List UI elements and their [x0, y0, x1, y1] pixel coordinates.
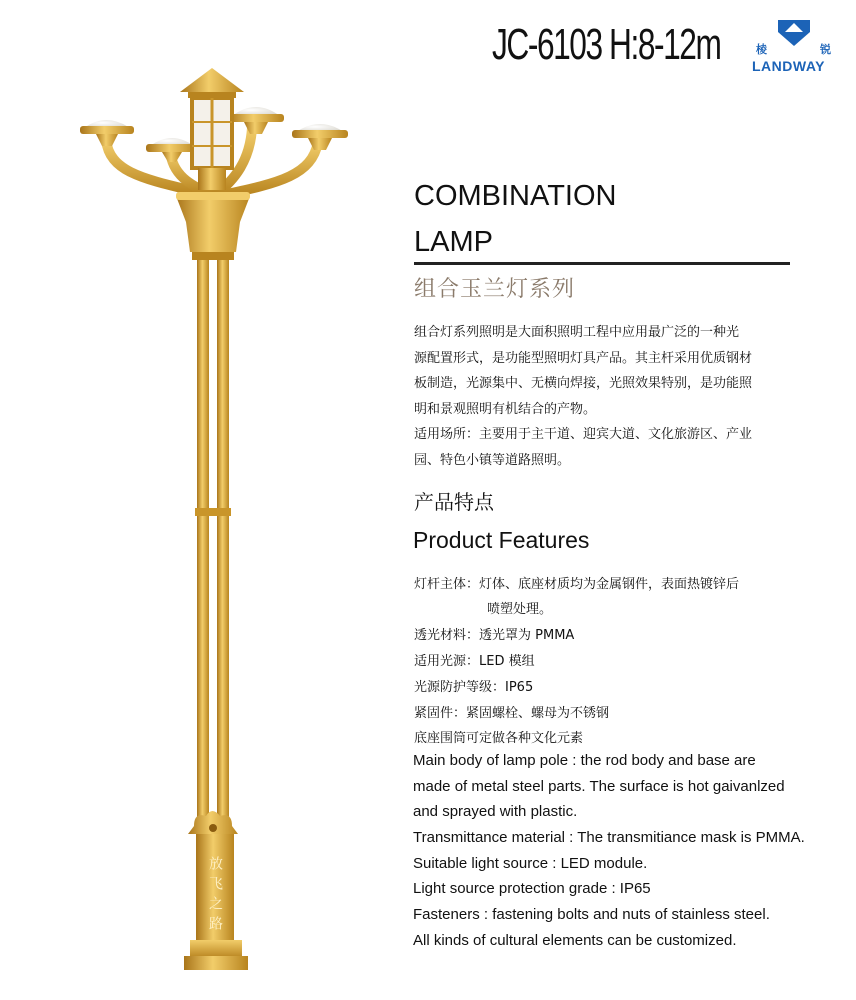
logo-wordmark: LANDWAY — [752, 58, 825, 74]
description-line: 明和景观照明有机结合的产物。 — [414, 401, 597, 417]
logo-char-right: 锐 — [820, 43, 831, 56]
spec-line: 透光材料：透光罩为 PMMA — [414, 628, 575, 643]
title-divider — [414, 262, 790, 265]
triangle-logo-icon — [774, 18, 814, 48]
spec-line-en: Fasteners : fastening bolts and nuts of stainless steel. — [413, 906, 770, 923]
description-line: 园、特色小镇等道路照明。 — [414, 452, 571, 468]
spec-line: 紧固件：紧固螺栓、螺母为不锈钢 — [414, 706, 610, 721]
spec-line-en: Main body of lamp pole : the rod body and base are — [413, 752, 756, 769]
description-line: 组合灯系列照明是大面积照明工程中应用最广泛的一种光 — [414, 325, 740, 340]
description-line: 适用场所：主要用于主干道、迎宾大道、文化旅游区、产业 — [414, 427, 753, 443]
lamp-head-left — [80, 120, 134, 146]
features-heading-en: Product Features — [413, 527, 590, 553]
spec-line-en: and sprayed with plastic. — [413, 803, 578, 820]
description-line: 板制造，光源集中、无横向焊接，光照效果特别，是功能照 — [414, 376, 753, 392]
pole-shaft — [195, 260, 231, 820]
page-title-line2: LAMP — [414, 226, 493, 258]
spec-line: 底座围筒可定做各种文化元素 — [414, 731, 584, 746]
spec-line-en: Light source protection grade : IP65 — [413, 880, 651, 897]
spec-line-en: Suitable light source : LED module. — [413, 855, 648, 872]
description — [414, 320, 804, 474]
lamp-head-right — [292, 124, 348, 150]
spec-line-en: All kinds of cultural elements can be customized. — [413, 932, 737, 949]
description-line: 源配置形式，是功能型照明灯具产品。其主杆采用优质钢材 — [414, 350, 753, 366]
page-subtitle-cn: 组合玉兰灯系列 — [414, 277, 576, 302]
spec-line: 喷塑处理。 — [487, 602, 553, 617]
page-title-line1: COMBINATION — [414, 180, 617, 212]
lamp-head-inner-right — [228, 107, 284, 134]
model-and-height: JC-6103 H:8-12m — [492, 20, 721, 69]
spec-line: 适用光源：LED 模组 — [414, 654, 535, 669]
pole-crown — [176, 192, 250, 260]
spec-line: 灯杆主体：灯体、底座材质均为金属钢件，表面热镀锌后 — [414, 577, 740, 592]
spec-line-en: Transmittance material : The transmitiance mask is PMMA. — [413, 829, 805, 846]
lamp-product-image — [60, 60, 360, 975]
spec-line-en: made of metal steel parts. The surface is hot gaivanlzed — [413, 778, 785, 795]
features-heading-cn: 产品特点 — [414, 490, 494, 514]
logo-char-left: 棱 — [756, 43, 767, 56]
spec-line: 光源防护等级：IP65 — [414, 680, 534, 695]
landway-logo — [748, 18, 844, 78]
base-inscription: 放飞之路 — [207, 856, 223, 936]
